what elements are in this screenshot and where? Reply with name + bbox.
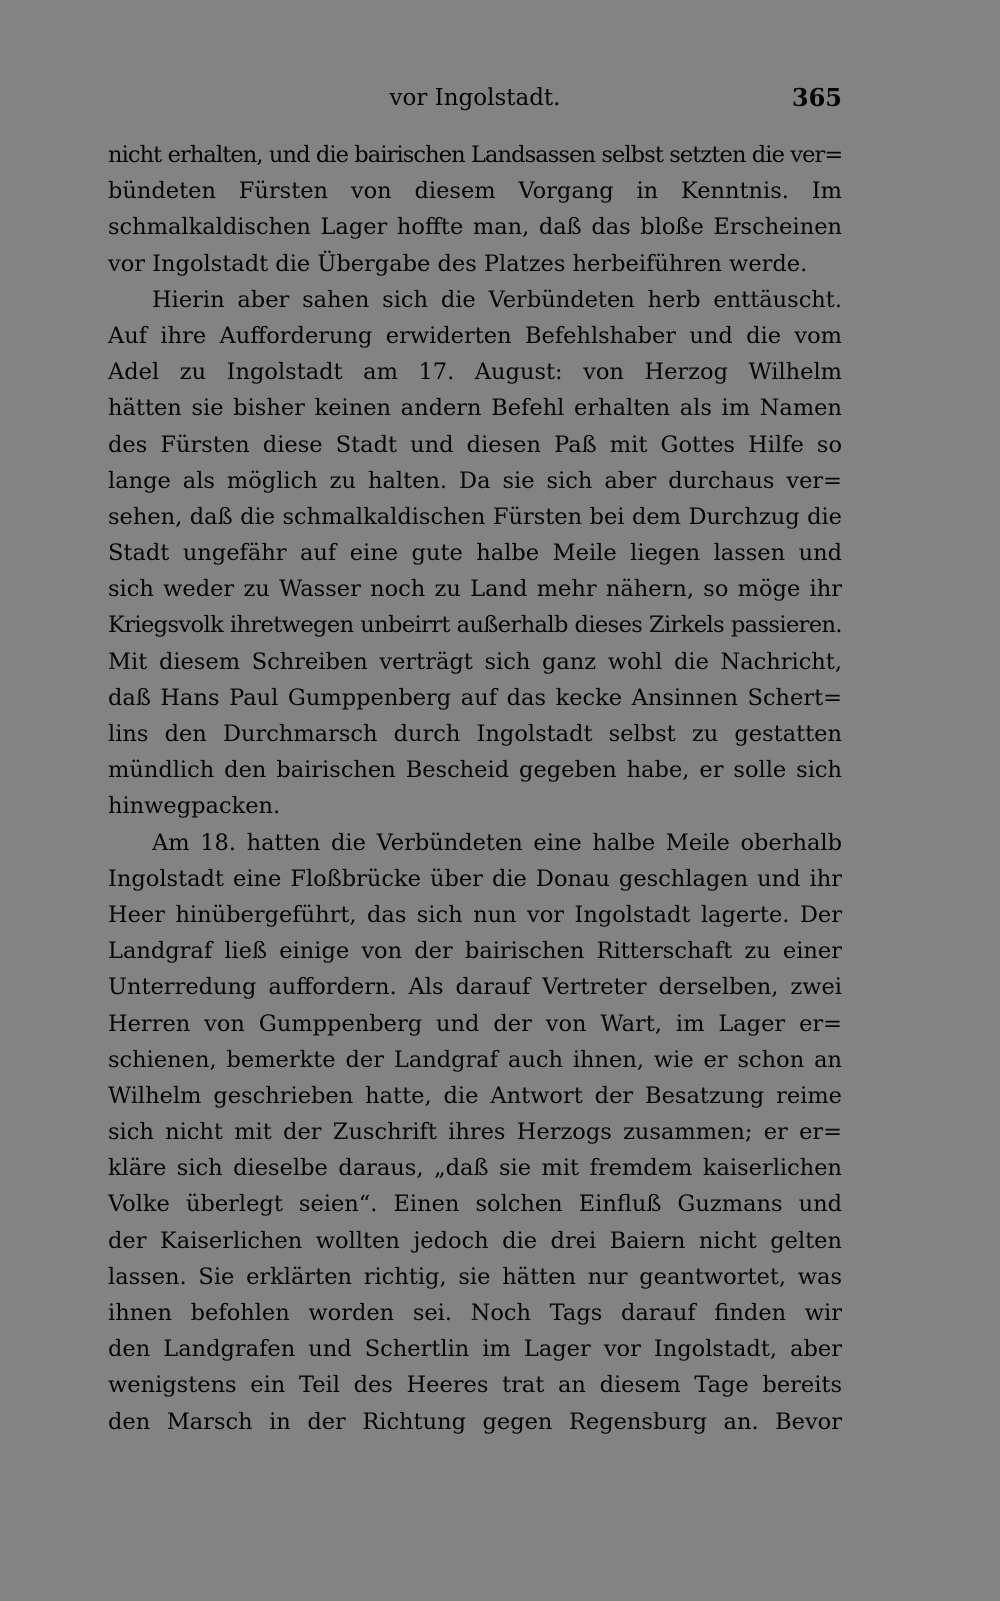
text-line: nicht erhalten, und die bairischen Landsassen selbst setzten die ver= [108,142,843,168]
text-line: Herren von Gumppenberg und der von Wart, im Lager er= [108,1010,842,1037]
text-line: Heer hinübergeführt, das sich nun vor Ingolstadt lagerte. Der [108,901,842,928]
text-line: Hierin aber sahen sich die Verbündeten herb enttäuscht. [152,286,842,313]
text-line: schmalkaldischen Lager hoffte man, daß das bloße Erscheinen [108,214,842,241]
text-line: Auf ihre Aufforderung erwiderten Befehlshaber und die vom [108,322,842,349]
text-line: lins den Durchmarsch durch Ingolstadt selbst zu gestatten [108,721,842,747]
running-head [108,78,842,118]
text-line: Stadt ungefähr auf eine gute halbe Meile liegen lassen und [108,540,842,567]
text-line: hätten sie bisher keinen andern Befehl erhalten als im Namen [108,395,842,422]
text-line: den Marsch in der Richtung gegen Regensburg an. Bevor [108,1408,842,1435]
text-line: sich nicht mit der Zuschrift ihres Herzogs zusammen; er er= [108,1119,842,1146]
text-line: schienen, bemerkte der Landgraf auch ihnen, wie er schon an [108,1046,842,1073]
text-line: sich weder zu Wasser noch zu Land mehr nähern, so möge ihr [108,576,842,603]
text-line: Landgraf ließ einige von der bairischen Ritterschaft zu einer [108,938,842,965]
text-line: hinwegpacken. [108,793,281,820]
text-line: Ingolstadt eine Floßbrücke über die Donau geschlagen und ihr [108,865,842,892]
text-line: sehen, daß die schmalkaldischen Fürsten bei dem Durchzug die [108,503,842,530]
text-line: Volke überlegt seien“. Einen solchen Einfluß Guzmans und [108,1191,842,1218]
text-line: der Kaiserlichen wollten jedoch die drei Baiern nicht gelten [108,1227,842,1254]
text-line: vor Ingolstadt die Übergabe des Platzes herbeiführen werde. [108,250,808,277]
text-line: den Landgrafen und Schertlin im Lager vor Ingolstadt, aber [108,1336,842,1363]
text-line: kläre sich dieselbe daraus, „daß sie mit fremdem kaiserlichen [108,1155,842,1182]
text-line: lassen. Sie erklärten richtig, sie hätten nur geantwortet, was [108,1263,842,1290]
text-line: mündlich den bairischen Bescheid gegeben habe, er solle sich [108,757,842,784]
page-number: 365 [791,83,842,112]
paragraph-1 [108,137,842,282]
text-line: Adel zu Ingolstadt am 17. August: von Herzog Wilhelm [108,359,842,386]
text-line: Unterredung auffordern. Als darauf Vertreter derselben, zwei [108,974,842,1001]
text-line: lange als möglich zu halten. Da sie sich aber durchaus ver= [108,467,842,494]
text-line: des Fürsten diese Stadt und diesen Paß mit Gottes Hilfe so [108,431,842,458]
paragraph-3 [108,825,842,1440]
running-title: vor Ingolstadt. [389,85,561,111]
text-line: Am 18. hatten die Verbündeten eine halbe Meile oberhalb [152,829,842,856]
text-line: wenigstens ein Teil des Heeres trat an diesem Tage bereits [108,1372,842,1399]
text-line: Mit diesem Schreiben verträgt sich ganz wohl die Nachricht, [108,648,842,675]
paragraph-2 [108,282,842,825]
text-line: Kriegsvolk ihretwegen unbeirrt außerhalb dieses Zirkels passieren. [108,612,842,639]
text-line: bündeten Fürsten von diesem Vorgang in Kenntnis. Im [108,178,842,205]
text-line: daß Hans Paul Gumppenberg auf das kecke Ansinnen Schert= [108,684,842,711]
text-line: ihnen befohlen worden sei. Noch Tags darauf finden wir [108,1300,842,1326]
text-line: Wilhelm geschrieben hatte, die Antwort der Besatzung reime [108,1082,842,1109]
body-text [108,137,842,1440]
